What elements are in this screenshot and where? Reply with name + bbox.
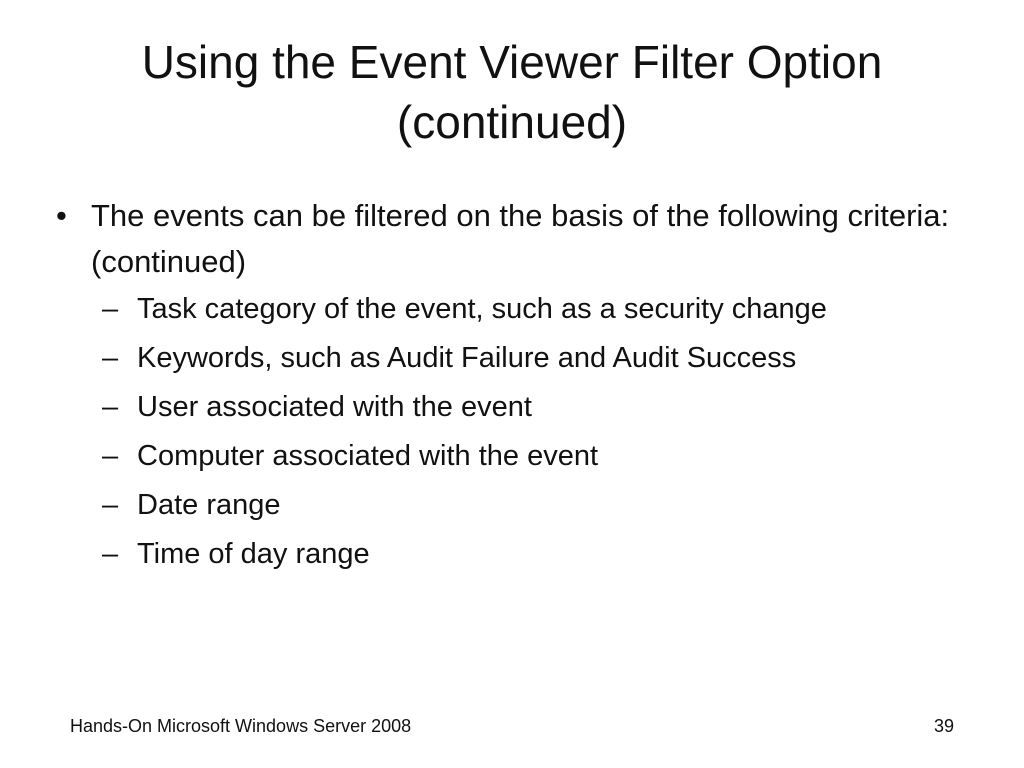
sub-marker: – — [102, 391, 119, 423]
sub-item-text: Date range — [137, 489, 281, 521]
sub-item — [102, 334, 976, 383]
bullet-text: The events can be filtered on the basis of the following criteria: (continued) — [91, 198, 950, 279]
sub-item-text: Keywords, such as Audit Failure and Audit Success — [137, 342, 797, 374]
bullet-list — [56, 193, 976, 579]
sub-item — [102, 530, 976, 579]
slide-title — [40, 32, 984, 152]
sub-item-text: Task category of the event, such as a security change — [137, 293, 827, 325]
bullet-item — [56, 193, 976, 579]
footer-page-number: 39 — [933, 716, 954, 736]
sub-marker: – — [102, 293, 119, 325]
footer-book-title: Hands-On Microsoft Windows Server 2008 — [70, 716, 412, 736]
sub-item — [102, 285, 976, 334]
sub-item-text: Computer associated with the event — [137, 440, 599, 472]
sub-item-text: User associated with the event — [137, 391, 532, 423]
slide-title-line-2: (continued) — [396, 96, 628, 148]
sub-item — [102, 432, 976, 481]
sub-list — [102, 285, 976, 579]
sub-item — [102, 383, 976, 432]
sub-marker: – — [102, 538, 119, 570]
sub-marker: – — [102, 489, 119, 521]
bullet-marker: • — [56, 198, 67, 233]
sub-marker: – — [102, 342, 119, 374]
sub-item — [102, 481, 976, 530]
slide-title-line-1: Using the Event Viewer Filter Option — [141, 36, 883, 88]
sub-item-text: Time of day range — [137, 538, 370, 570]
sub-marker: – — [102, 440, 119, 472]
